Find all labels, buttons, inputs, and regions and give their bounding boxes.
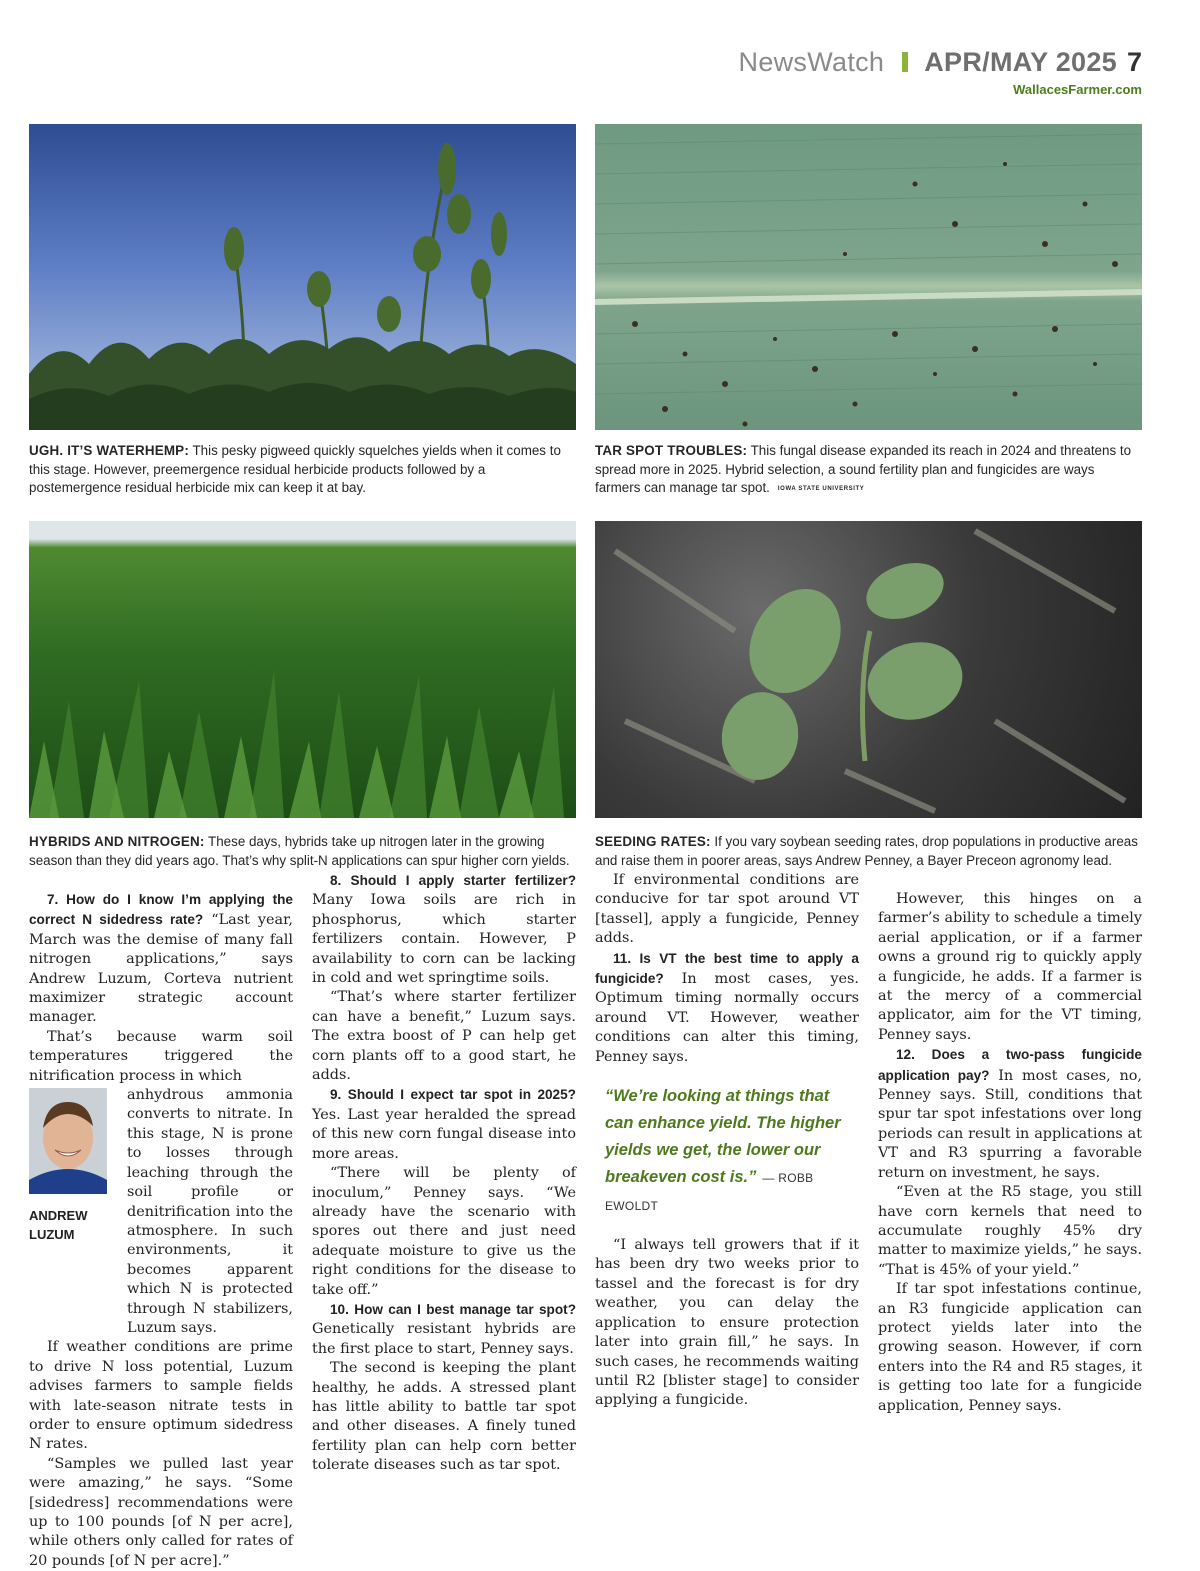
tar-spot-photo (595, 124, 1142, 430)
portrait-name (29, 1206, 119, 1244)
question-heading: 7. How do I know I’m applying the correct N sidedress rate? (29, 892, 293, 928)
paragraph: “Even at the R5 stage, you still have corn kernels that need to accumulate roughly 45% dry matter to maximize yields,” he says. “That is 45% of your yield.” (878, 1184, 1143, 1278)
pull-quote-text: “We’re looking at things that can enhance yield. The higher yields we get, the lower our breakeven cost is.” (605, 1087, 841, 1187)
paragraph-text: Many Iowa soils are rich in phosphorus, which starter fertilizers contain. However, P availability to corn can be lacking in cold and wet springtime soils. (312, 892, 576, 987)
paragraph: If weather conditions are prime to drive N loss potential, Luzum advises farmers to sample fields with late-season nitrate tests in order to ensure optimum sidedress N rates. (29, 1339, 293, 1453)
paragraph (312, 1300, 576, 1359)
question-heading: 12. Does a two-pass fungicide application pay? (878, 1047, 1142, 1083)
waterhemp-photo (29, 124, 576, 430)
caption-text: This pesky pigweed quickly squelches yields when it comes to this stage. However, preemergence residual herbicide products followed by a postemergence residual herbicide mix can keep it at bay. (29, 443, 561, 495)
paragraph: “I always tell growers that if it has been dry two weeks prior to tassel and the forecast is for dry weather, you can delay the application to ensure protection later into grain fill,” he says. In such cases, he recommends waiting until R2 [blister stage] to consider applying a fungicide. (595, 1237, 859, 1409)
page-number: 7 (1126, 47, 1142, 77)
corn-caption (29, 833, 576, 870)
paragraph-text: In most cases, no, Penney says. Still, conditions that spur tar spot infestations over long periods can result in applications at VT and R3 spurring a favorable return on investment, he says. (878, 1067, 1143, 1181)
section-name: NewsWatch (738, 47, 885, 77)
soybean-seedling-photo (595, 521, 1142, 818)
article-column-2 (312, 871, 576, 1476)
portrait-wrap (29, 1086, 293, 1338)
paragraph-text: anhydrous ammonia converts to nitrate. In this stage, N is prone to losses through leaching through the soil profile or denitrification into the atmosphere. In such environments, it becomes apparent which N is protected through N stabilizers, Luzum says. (127, 1087, 293, 1336)
paragraph: However, this hinges on a farmer’s ability to schedule a timely aerial application, or if a farmer owns a ground rig to quickly apply a fungicide, he adds. If a farmer is at the mercy of a commercial applicator, aim for the VT timing, Penney says. (878, 891, 1142, 1043)
caption-heading: HYBRIDS AND NITROGEN: (29, 834, 205, 849)
paragraph: The second is keeping the plant healthy, he adds. A stressed plant has little ability to battle tar spot and other diseases. A finely tuned fertility plan can help corn better tolerate diseases such as tar spot. (312, 1360, 576, 1474)
pull-quote-attribution: — ROBB EWOLDT (605, 1171, 814, 1214)
paragraph (878, 1045, 1142, 1183)
issue-date: APR/MAY 2025 (924, 47, 1117, 77)
paragraph (312, 1085, 576, 1164)
question-heading: 9. Should I expect tar spot in 2025? (330, 1087, 576, 1103)
paragraph (29, 890, 293, 1028)
paragraph: If tar spot infestations continue, an R3 fungicide application can protect yields later into the growing season. However, if corn enters into the R4 and R5 stages, it is getting too late for a fungicide application, Penney says. (878, 1281, 1142, 1414)
paragraph: “That’s where starter fertilizer can have a benefit,” Luzum says. The extra boost of P can help get corn plants off to a good start, he adds. (312, 989, 576, 1084)
header-divider-bar (902, 52, 908, 72)
soybean-seedling-illustration (595, 521, 1142, 818)
paragraph-text: Yes. Last year heralded the spread of this new corn fungal disease into more areas. (312, 1106, 576, 1162)
paragraph (312, 871, 576, 988)
question-heading: 10. How can I best manage tar spot? (330, 1301, 576, 1317)
article-column-3 (595, 871, 859, 1411)
paragraph: “Samples we pulled last year were amazing,” he says. “Some [sidedress] recommendations were up to 100 pounds [of N per acre], while others only called for rates of 20 pounds [of N per acre].” (29, 1455, 293, 1569)
caption-heading: SEEDING RATES: (595, 834, 711, 849)
photo-credit: IOWA STATE UNIVERSITY (777, 486, 865, 492)
tar-spot-leaf-illustration (595, 124, 1142, 430)
paragraph: If environmental conditions are conducive for tar spot around VT [tassel], apply a fungicide, Penney adds. (595, 872, 859, 947)
pull-quote (605, 1083, 859, 1220)
caption-text: This fungal disease expanded its reach in 2024 and threatens to spread more in 2025. Hybrid selection, a sound fertility plan and fungicides are ways farmers can manage tar spot. (595, 443, 1132, 495)
tar-spot-caption (595, 442, 1142, 499)
question-heading: 8. Should I apply starter fertilizer? (330, 873, 576, 888)
portrait-name-first: ANDREW (29, 1208, 88, 1224)
paragraph-text: In most cases, yes. Optimum timing normally occurs around VT. However, weather conditions can alter this timing, Penney says. (595, 971, 859, 1065)
caption-heading: TAR SPOT TROUBLES: (595, 443, 748, 458)
header-line (642, 44, 1142, 80)
paragraph: “There will be plenty of inoculum,” Penney says. “We already have the scenario with spores out there and just need adequate moisture to give us the right conditions for the disease to take off.” (312, 1165, 576, 1298)
soybean-caption (595, 833, 1142, 870)
portrait-illustration (29, 1088, 107, 1194)
caption-text: These days, hybrids take up nitrogen later in the growing season than they did years ago. That’s why split-N applications can spur higher corn yields. (29, 834, 570, 868)
paragraph-text: Genetically resistant hybrids are the first place to start, Penney says. (312, 1321, 576, 1357)
article-column-1 (29, 890, 293, 1571)
paragraph (595, 949, 859, 1067)
question-heading: 11. Is VT the best time to apply a fungicide? (595, 950, 859, 987)
page-header (642, 44, 1142, 97)
paragraph: That’s because warm soil temperatures triggered the nitrification process in which (29, 1028, 293, 1084)
corn-field-illustration (29, 521, 576, 818)
caption-heading: UGH. IT’S WATERHEMP: (29, 443, 189, 458)
corn-field-photo (29, 521, 576, 818)
paragraph-text: “Last year, March was the demise of many fall nitrogen applications,” says Andrew Luzum, Corteva nutrient maximizer strategic account manager. (29, 912, 293, 1026)
avatar (29, 1088, 107, 1194)
article-column-4 (878, 890, 1142, 1416)
caption-text: If you vary soybean seeding rates, drop populations in productive areas and raise them in poorer areas, says Andrew Penney, a Bayer Preceon agronomy lead. (595, 834, 1138, 868)
waterhemp-illustration (29, 124, 576, 430)
waterhemp-caption (29, 442, 576, 498)
portrait-box (29, 1086, 119, 1338)
website-link[interactable]: WallacesFarmer.com (1013, 82, 1142, 97)
portrait-name-last: LUZUM (29, 1227, 75, 1243)
